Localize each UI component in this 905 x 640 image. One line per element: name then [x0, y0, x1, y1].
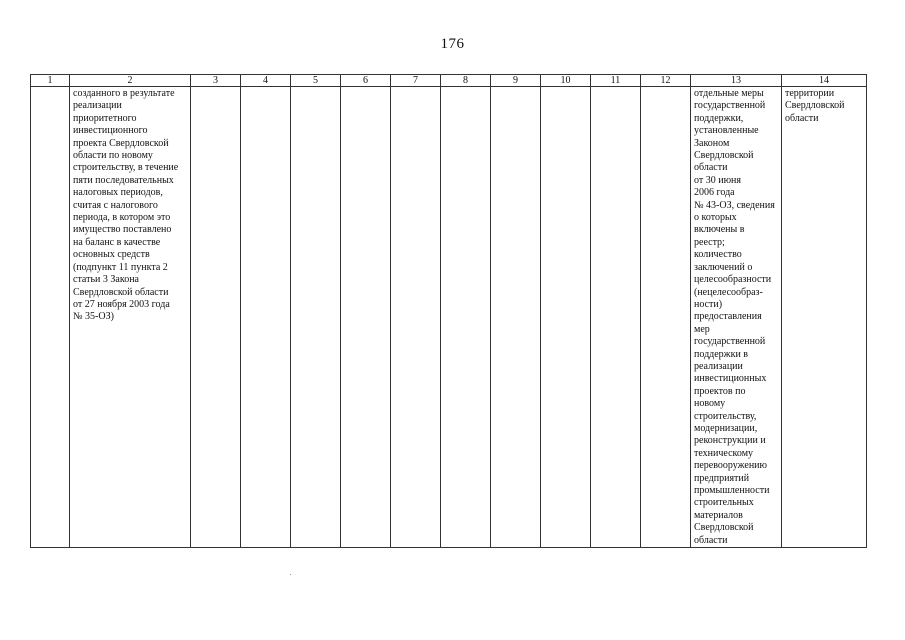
cell-text: территории Свердловской области: [785, 88, 845, 124]
column-header-14: 14: [782, 75, 867, 87]
cell-col-5: [291, 87, 341, 548]
cell-text: [391, 87, 440, 88]
cell-col-12: [641, 87, 691, 548]
column-header-8: 8: [441, 75, 491, 87]
cell-text: [191, 87, 240, 88]
cell-text: [341, 87, 390, 88]
cell-col-9: [491, 87, 541, 548]
cell-col-2: [70, 87, 191, 548]
cell-col-3: [191, 87, 241, 548]
cell-col-8: [441, 87, 491, 548]
cell-text: [641, 87, 690, 88]
column-header-2: 2: [70, 75, 191, 87]
column-header-3: 3: [191, 75, 241, 87]
table-row: [31, 87, 867, 548]
cell-col-1: [31, 87, 70, 548]
cell-col-7: [391, 87, 441, 548]
cell-col-6: [341, 87, 391, 548]
column-header-5: 5: [291, 75, 341, 87]
cell-text: [31, 87, 69, 88]
column-header-11: 11: [591, 75, 641, 87]
cell-col-11: [591, 87, 641, 548]
column-header-9: 9: [491, 75, 541, 87]
column-header-13: 13: [691, 75, 782, 87]
data-table: [30, 74, 867, 548]
cell-text: [291, 87, 340, 88]
cell-col-4: [241, 87, 291, 548]
cell-col-10: [541, 87, 591, 548]
column-header-7: 7: [391, 75, 441, 87]
cell-text: отдельные меры государственной поддержки, установленные Законом Свердловской области от 30 июня 2006 года № 43-ОЗ, сведения о которых включены в реестр; количество заключений о целесообразности (нецелесообраз- ности) предоставления мер государственной поддержки в реализации инвестиционных проектов по новому строительству, модернизации, реконструкции и техническому перевооружению предприятий промышленности строительных материалов Свердловской области: [694, 88, 775, 546]
column-header-12: 12: [641, 75, 691, 87]
column-header-1: 1: [31, 75, 70, 87]
cell-text: [441, 87, 490, 88]
cell-text: [491, 87, 540, 88]
cell-col-13: [691, 87, 782, 548]
cell-text: [591, 87, 640, 88]
column-header-4: 4: [241, 75, 291, 87]
cell-text: [241, 87, 290, 88]
cell-text: созданного в результате реализации приоритетного инвестиционного проекта Свердловской области по новому строительству, в течение пяти последовательных налоговых периодов, считая с налогового периода, в котором это имущество поставлено на баланс в качестве основных средств (подпункт 11 пункта 2 статьи 3 Закона Свердловской области от 27 ноября 2003 года № 35-ОЗ): [73, 88, 179, 323]
cell-col-14: [782, 87, 867, 548]
scan-speck: [290, 574, 291, 575]
column-header-6: 6: [341, 75, 391, 87]
column-header-10: 10: [541, 75, 591, 87]
header-row: [31, 75, 867, 87]
page-number: 176: [440, 36, 465, 52]
cell-text: [541, 87, 590, 88]
